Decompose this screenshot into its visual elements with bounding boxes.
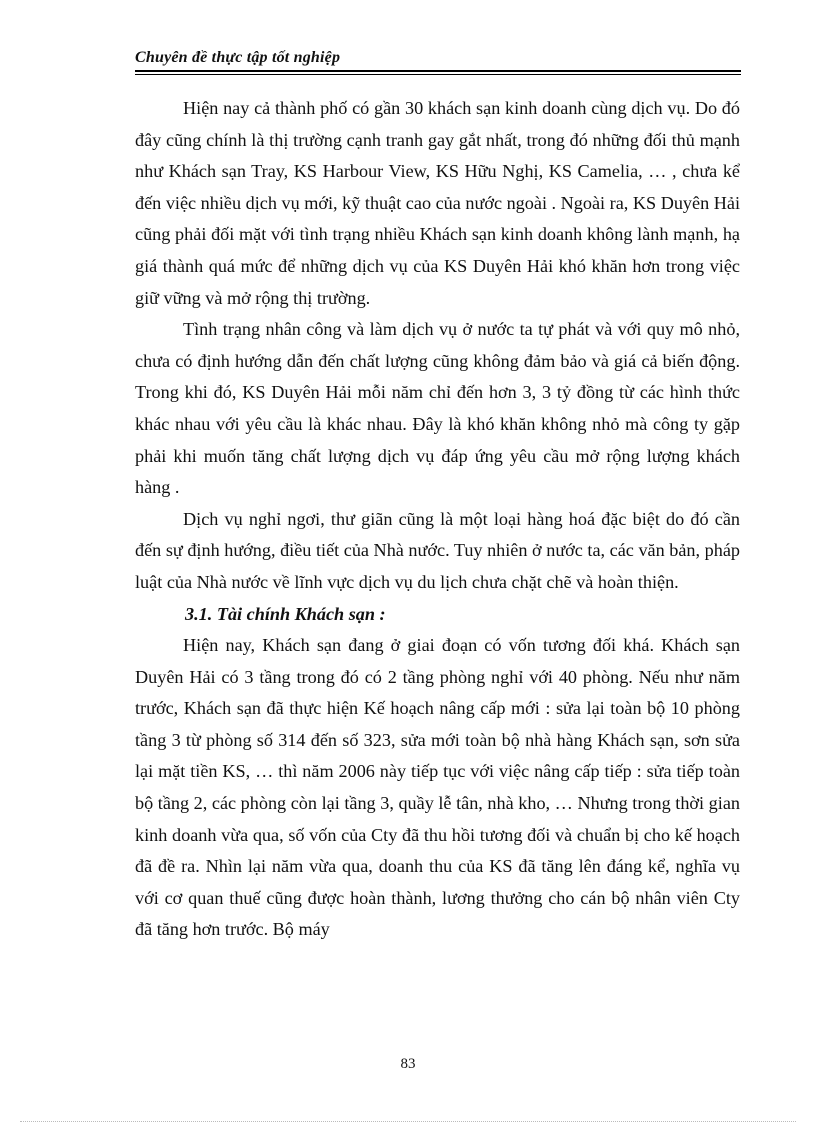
page-bottom-divider (20, 1121, 796, 1122)
header-rule-thin (135, 74, 741, 75)
paragraph-4: Hiện nay, Khách sạn đang ở giai đoạn có vốn tương đối khá. Khách sạn Duyên Hải có 3 tầng trong đó có 2 tầng phòng nghỉ với 40 phòng. Nếu như năm trước, Khách sạn đã thực hiện Kế hoạch nâng cấp mới : sửa lại toàn bộ 10 phòng tầng 3 từ phòng số 314 đến số 323, sửa mới toàn bộ nhà hàng Khách sạn, sơn sửa lại mặt tiền KS, … thì năm 2006 này tiếp tục với việc nâng cấp tiếp : sửa tiếp toàn bộ tầng 2, các phòng còn lại tầng 3, quầy lễ tân, nhà kho, … Nhưng trong thời gian kinh doanh vừa qua, số vốn của Cty đã thu hồi tương đối và chuẩn bị cho kế hoạch đã đề ra. Nhìn lại năm vừa qua, doanh thu của KS đã tăng lên đáng kể, nghĩa vụ với cơ quan thuế cũng được hoàn thành, lương thưởng cho cán bộ nhân viên Cty đã tăng hơn trước. Bộ máy (135, 635, 740, 940)
paragraph-3: Dịch vụ nghỉ ngơi, thư giãn cũng là một loại hàng hoá đặc biệt do đó cần đến sự định hướng, điều tiết của Nhà nước. Tuy nhiên ở nước ta, các văn bản, pháp luật của Nhà nước về lĩnh vực dịch vụ du lịch chưa chặt chẽ và hoàn thiện. (135, 508, 740, 592)
header-rule-thick (135, 70, 741, 72)
section-heading: 3.1. Tài chính Khách sạn : (185, 603, 386, 624)
page-header (135, 48, 741, 68)
page-number: 83 (400, 1056, 416, 1072)
paragraph-1: Hiện nay cả thành phố có gần 30 khách sạn kinh doanh cùng dịch vụ. Do đó đây cũng chính là thị trường cạnh tranh gay gắt nhất, trong đó những đối thủ mạnh như Khách sạn Tray, KS Harbour View, KS Hữu Nghị, KS Camelia, … , chưa kể đến việc nhiều dịch vụ mới, kỹ thuật cao của nước ngoài . Ngoài ra, KS Duyên Hải cũng phải đối mặt với tình trạng nhiều Khách sạn kinh doanh không lành mạnh, hạ giá thành quá mức để những dịch vụ của KS Duyên Hải khó khăn hơn trong việc giữ vững và mở rộng thị trường. (135, 98, 740, 308)
header-title: Chuyên đề thực tập tốt nghiệp (135, 49, 341, 66)
paragraph-2: Tình trạng nhân công và làm dịch vụ ở nước ta tự phát và với quy mô nhỏ, chưa có định hướng dẫn đến chất lượng cũng không đảm bảo và giá cả biến động. Trong khi đó, KS Duyên Hải mỗi năm chỉ đến hơn 3, 3 tỷ đồng từ các hình thức khác nhau với yêu cầu là khác nhau. Đây là khó khăn không nhỏ mà công ty gặp phải khi muốn tăng chất lượng dịch vụ đáp ứng yêu cầu mở rộng lượng khách hàng . (135, 319, 740, 498)
document-body (135, 93, 740, 946)
